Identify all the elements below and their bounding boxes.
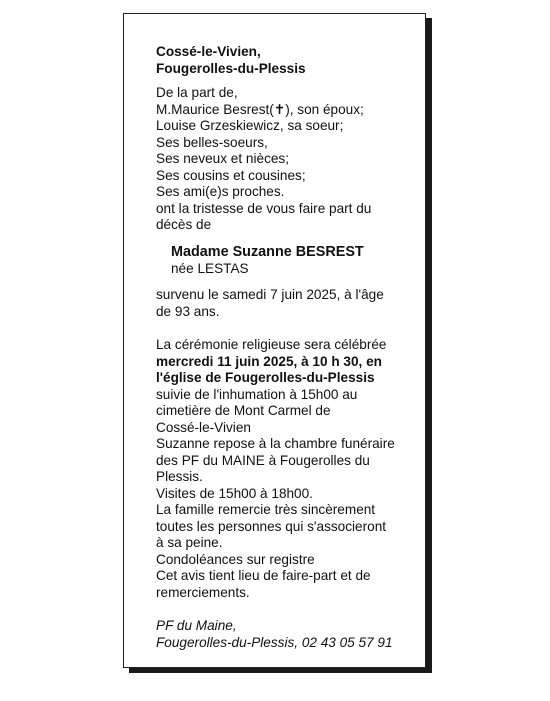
family-line: M.Maurice Besrest(✝), son époux; [156, 101, 364, 117]
family-line: ont la tristesse de vous faire part du [156, 200, 372, 216]
ceremony-intro: La cérémonie religieuse sera célébrée [156, 337, 387, 352]
death-line: survenu le samedi 7 juin 2025, à l'âge [156, 287, 384, 302]
deceased-name: Madame Suzanne BESREST [171, 243, 364, 260]
funeral-home-name: PF du Maine, [156, 618, 237, 633]
ceremony-line: toutes les personnes qui s'associeront [156, 518, 387, 534]
ceremony-line: des PF du MAINE à Fougerolles du [156, 452, 370, 468]
family-line: Ses ami(e)s proches. [156, 184, 285, 199]
family-line: Ses belles-soeurs, [156, 134, 268, 150]
obituary-notice [123, 13, 426, 668]
family-line: Louise Grzeskiewicz, sa soeur; [156, 118, 344, 133]
ceremony-line: à sa peine. [156, 535, 223, 550]
ceremony-line: suivie de l'inhumation à 15h00 au [156, 386, 358, 402]
ceremony-line: Condoléances sur registre [156, 551, 315, 567]
ceremony-line: remerciements. [156, 584, 250, 600]
ceremony-place: l'église de Fougerolles-du-Plessis [156, 370, 375, 385]
ceremony-line: cimetière de Mont Carmel de [156, 403, 331, 418]
family-line: Ses neveux et nièces; [156, 151, 289, 166]
notice-content [156, 44, 406, 651]
ceremony-line: Visites de 15h00 à 18h00. [156, 485, 313, 501]
funeral-home-contact: Fougerolles-du-Plessis, 02 43 05 57 91 [156, 634, 393, 650]
death-line: de 93 ans. [156, 303, 220, 319]
location-line-1: Cossé-le-Vivien, [156, 44, 261, 59]
location-line-2: Fougerolles-du-Plessis [156, 60, 306, 76]
deceased-maiden-name: née LESTAS [171, 260, 249, 276]
deceased-block [156, 244, 406, 278]
ceremony-line: Suzanne repose à la chambre funéraire [156, 436, 395, 451]
ceremony-line: La famille remercie très sincèrement [156, 502, 376, 517]
family-line: décès de [156, 217, 212, 232]
ceremony-line: Cossé-le-Vivien [156, 419, 251, 435]
family-line: De la part de, [156, 85, 238, 100]
family-line: Ses cousins et cousines; [156, 167, 306, 183]
ceremony-line: Plessis. [156, 469, 203, 484]
ceremony-line: Cet avis tient lieu de faire-part et de [156, 568, 371, 583]
ceremony-date: mercredi 11 juin 2025, à 10 h 30, en [156, 353, 382, 369]
